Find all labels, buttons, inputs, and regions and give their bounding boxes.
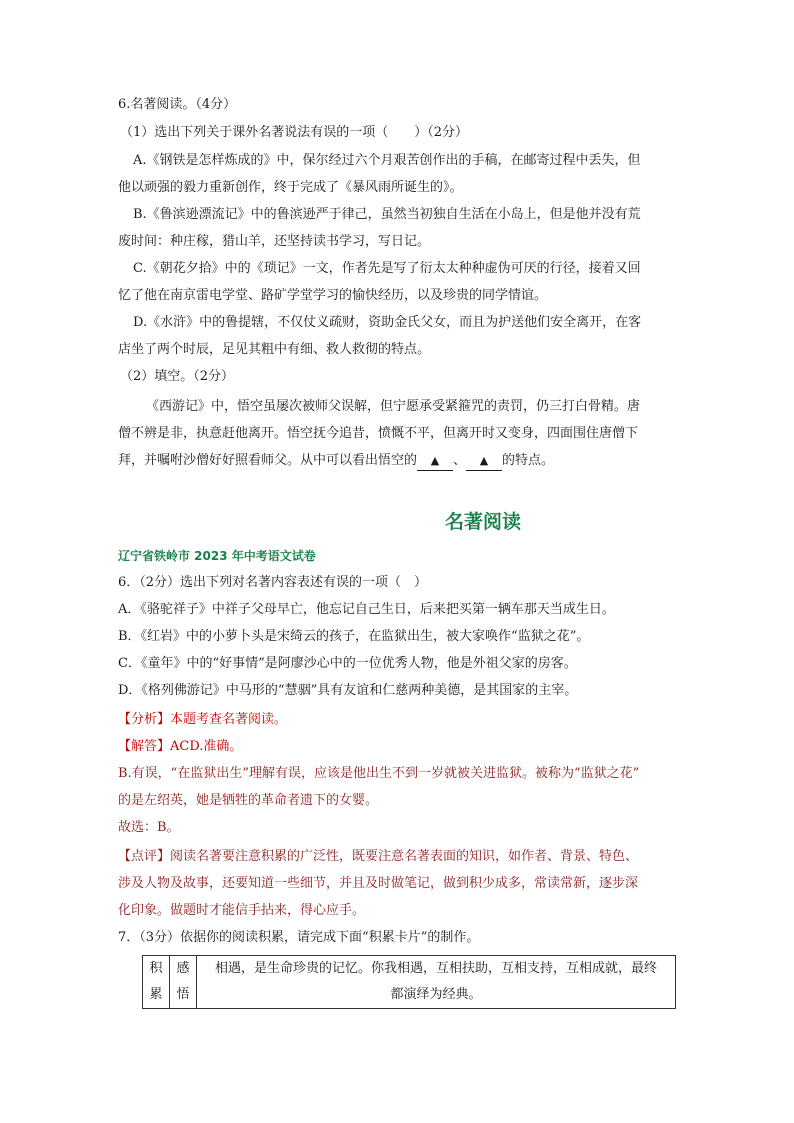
card-label-char: 悟 xyxy=(176,987,190,1002)
part2-text-line3-end: 的特点。 xyxy=(502,453,555,468)
choice-text: 故选：B。 xyxy=(118,820,180,835)
exam-source: 辽宁省铁岭市 2023 年中考语文试卷 xyxy=(118,549,316,563)
card-content-line2: 都演绎为经典。 xyxy=(390,987,482,1002)
explanation-line1: B.有误，“在监狱出生”理解有误，应该是他出生不到一岁就被关进监狱。被称为“监狱之花” xyxy=(118,766,640,781)
card-content-cell xyxy=(197,956,676,1009)
table-row xyxy=(143,956,676,1009)
option-a-line2: 他以顽强的毅力重新创作，终于完成了《暴风雨所诞生的》。 xyxy=(118,180,463,195)
q7-stem: 7．（3分）依据你的阅读积累，请完成下面“积累卡片”的制作。 xyxy=(118,930,480,945)
card-label-char: 累 xyxy=(149,987,163,1002)
option-a-line1: A.《钢铁是怎样炼成的》中，保尔经过六个月艰苦创作出的手稿，在邮寄过程中丢失，但 xyxy=(133,153,641,168)
q6-section-title: 6.名著阅读。（4分） xyxy=(118,97,237,112)
answer-blank-1[interactable]: ▲ xyxy=(417,452,453,471)
comment-line2: 涉及人物及故事，还要知道一些细节，并且及时做笔记，做到积少成多，常读常新，逐步深 xyxy=(118,876,639,891)
card-label-char: 积 xyxy=(149,961,163,976)
q6-part2-stem: （2）填空。（2分） xyxy=(120,369,235,384)
comment-line1: 【点评】阅读名著要注意积累的广泛性，既要注意名著表面的知识，如作者、背景、特色、 xyxy=(118,849,639,864)
section-heading: 名著阅读 xyxy=(444,511,521,533)
q6-stem: 6．（2分）选出下列对名著内容表述有误的一项（ ） xyxy=(118,575,428,590)
analysis-text: 【分析】本题考查名著阅读。 xyxy=(118,712,288,727)
comment-line3: 化印象。做题时才能信手拈来，得心应手。 xyxy=(118,903,366,918)
option-c-line1: C.《朝花夕拾》中的《琐记》一文，作者先是写了衍太太种种虚伪可厌的行径，接着又回 xyxy=(133,261,641,276)
q6-option-a: A．《骆驼祥子》中祥子父母早亡，他忘记自己生日，后来把买第一辆车那天当成生日。 xyxy=(118,602,615,617)
q6-part1-stem: （1）选出下列关于课外名著说法有误的一项（ ）（2分） xyxy=(120,125,469,140)
blank-separator: 、 xyxy=(453,453,467,468)
answer-blank-2[interactable]: ▲ xyxy=(466,452,502,471)
card-label-cell-1 xyxy=(143,956,170,1009)
part2-text-line2: 僧不辨是非，执意赶他离开。悟空抚今追昔，愤慨不平，但离开时又变身，四面围住唐僧下 xyxy=(118,426,639,441)
card-label-char: 感 xyxy=(176,961,190,976)
option-d-line1: D.《水浒》中的鲁提辖，不仅仗义疏财，资助金氏父女，而且为护送他们安全离开，在客 xyxy=(133,315,642,330)
option-d-line2: 店坐了两个时辰，足见其粗中有细、救人救彻的特点。 xyxy=(118,342,431,357)
accumulation-card-table xyxy=(142,955,676,1009)
part2-text-line3-start: 拜，并嘱咐沙僧好好照看师父。从中可以看出悟空的 xyxy=(118,453,418,468)
q6-option-d: D．《格列佛游记》中马形的“慧骃”具有友谊和仁慈两种美德，是其国家的主宰。 xyxy=(118,683,578,698)
option-c-line2: 忆了他在南京雷电学堂、路矿学堂学习的愉快经历，以及珍贵的同学情谊。 xyxy=(118,288,548,303)
option-b-line1: B.《鲁滨逊漂流记》中的鲁滨逊严于律己，虽然当初独自生活在小岛上，但是他并没有荒 xyxy=(133,207,641,222)
card-content-line1: 相遇，是生命珍贵的记忆。你我相遇，互相扶助，互相支持，互相成就，最终 xyxy=(214,961,657,976)
answer-text: 【解答】ACD.准确。 xyxy=(118,739,243,754)
part2-text-line1: 《西游记》中，悟空虽屡次被师父误解，但宁愿承受紧箍咒的责罚，仍三打白骨精。唐 xyxy=(146,399,641,414)
q6-option-c: C．《童年》中的“好事情”是阿廖沙心中的一位优秀人物，他是外祖父家的房客。 xyxy=(118,656,577,671)
explanation-line2: 的是左绍英，她是牺牲的革命者遗下的女婴。 xyxy=(118,793,379,808)
q6-option-b: B．《红岩》中的小萝卜头是宋绮云的孩子，在监狱出生，被大家唤作“监狱之花”。 xyxy=(118,629,590,644)
card-label-cell-2 xyxy=(170,956,197,1009)
part2-text-line3 xyxy=(118,452,554,471)
option-b-line2: 废时间：种庄稼，猎山羊，还坚持读书学习，写日记。 xyxy=(118,234,431,249)
